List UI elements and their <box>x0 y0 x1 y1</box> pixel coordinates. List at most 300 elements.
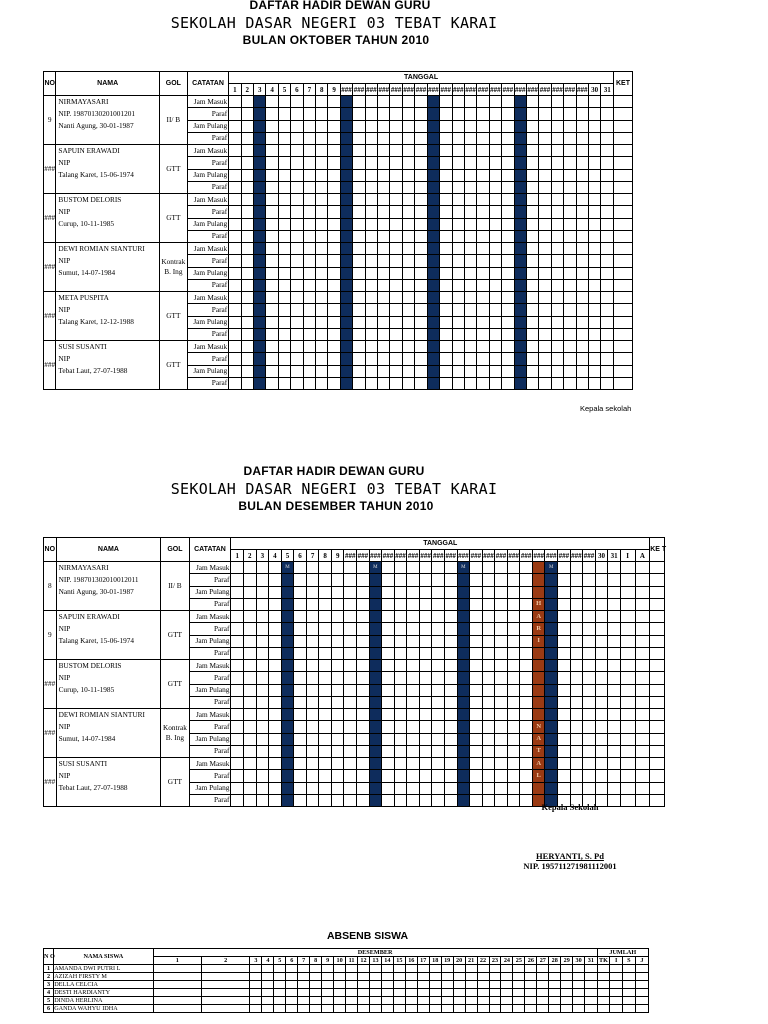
day-cell <box>319 733 332 745</box>
day-cell <box>561 989 573 997</box>
teacher-name-cell <box>56 194 159 243</box>
teacher-no: 8 <box>44 562 57 611</box>
day-cell <box>502 169 514 181</box>
day-cell <box>608 611 621 623</box>
day-header: ### <box>353 85 365 94</box>
day-cell <box>452 169 464 181</box>
catatan-cell: Jam Pulang <box>187 120 228 132</box>
day-cell <box>570 562 583 574</box>
day-cell <box>502 267 514 279</box>
day-cell <box>588 206 600 218</box>
teacher-info-line <box>59 647 161 659</box>
day-cell <box>344 758 357 770</box>
day-cell <box>520 745 533 757</box>
day-cell <box>382 696 395 708</box>
day-cell <box>583 562 596 574</box>
day-cell <box>291 341 303 353</box>
day-cell <box>514 304 526 316</box>
day-cell <box>394 709 407 721</box>
day-cell <box>334 1005 346 1013</box>
day-cell <box>394 586 407 598</box>
day-cell <box>369 586 382 598</box>
day-header: 5 <box>274 957 286 965</box>
day-cell <box>464 145 476 157</box>
day-header: 4 <box>266 84 278 96</box>
day-cell <box>608 660 621 672</box>
catatan-cell: Paraf <box>189 598 231 610</box>
day-cell <box>402 316 414 328</box>
day-cell <box>601 206 614 218</box>
day-cell <box>429 989 441 997</box>
day-cell <box>316 377 328 389</box>
student-no: 1 <box>44 965 54 973</box>
day-cell <box>513 989 525 997</box>
teacher-no: ### <box>44 660 57 709</box>
day-cell <box>269 684 282 696</box>
day-cell <box>231 696 244 708</box>
extra-cell <box>635 721 650 733</box>
day-cell <box>256 647 269 659</box>
day-cell <box>266 255 278 267</box>
day-cell <box>229 120 241 132</box>
day-cell: M <box>457 562 470 574</box>
day-cell <box>539 108 551 120</box>
day-cell <box>316 243 328 255</box>
day-cell <box>588 169 600 181</box>
extra-cell <box>635 758 650 770</box>
day-cell <box>393 981 405 989</box>
day-cell <box>502 292 514 304</box>
day-cell <box>340 145 352 157</box>
day-cell <box>202 965 250 973</box>
sheet2-attendance-table <box>43 537 665 807</box>
day-cell <box>525 1005 537 1013</box>
ket-cell <box>650 647 665 659</box>
day-cell <box>502 328 514 340</box>
student-no: 2 <box>44 973 54 981</box>
ket-cell <box>650 696 665 708</box>
day-cell <box>444 758 457 770</box>
day-cell <box>489 965 501 973</box>
day-cell <box>402 353 414 365</box>
day-cell <box>291 292 303 304</box>
day-cell <box>520 782 533 794</box>
day-cell <box>393 965 405 973</box>
day-header: ### <box>415 85 427 94</box>
day-cell <box>402 328 414 340</box>
day-cell <box>402 255 414 267</box>
day-cell <box>344 684 357 696</box>
day-cell <box>231 733 244 745</box>
day-cell <box>453 989 465 997</box>
catatan-cell: Paraf <box>189 745 231 757</box>
day-cell <box>229 206 241 218</box>
day-cell <box>243 562 256 574</box>
day-cell <box>328 194 340 206</box>
ket-cell <box>614 316 633 328</box>
day-cell <box>306 733 319 745</box>
day-cell <box>382 672 395 684</box>
day-header: 7 <box>303 84 315 96</box>
day-cell <box>444 598 457 610</box>
day-cell <box>444 684 457 696</box>
teacher-row <box>44 96 633 108</box>
day-cell <box>229 292 241 304</box>
day-cell <box>432 745 445 757</box>
day-cell <box>256 782 269 794</box>
day-cell <box>365 194 377 206</box>
day-cell <box>576 132 588 144</box>
day-cell <box>294 770 307 782</box>
day-cell <box>266 328 278 340</box>
day-cell <box>545 745 558 757</box>
day-cell <box>331 733 344 745</box>
day-cell <box>328 108 340 120</box>
day-cell <box>482 672 495 684</box>
day-cell <box>291 255 303 267</box>
day-cell: A <box>532 611 545 623</box>
day-cell <box>344 770 357 782</box>
day-cell <box>402 377 414 389</box>
day-header: 28 <box>549 957 561 965</box>
day-cell <box>432 586 445 598</box>
day-cell <box>394 794 407 806</box>
day-header: 3 <box>254 84 266 96</box>
day-cell <box>241 108 253 120</box>
day-cell <box>331 586 344 598</box>
day-cell <box>291 132 303 144</box>
teacher-info-line: DEWI ROMIAN SIANTURI <box>58 710 145 719</box>
day-cell <box>601 157 614 169</box>
day-cell <box>331 574 344 586</box>
day-cell <box>482 733 495 745</box>
day-cell <box>316 316 328 328</box>
day-cell <box>266 353 278 365</box>
day-cell <box>241 292 253 304</box>
day-cell <box>477 965 489 973</box>
day-cell <box>470 647 483 659</box>
day-cell <box>452 328 464 340</box>
day-cell <box>537 989 549 997</box>
day-cell <box>256 721 269 733</box>
day-cell <box>526 206 538 218</box>
day-cell <box>153 1005 201 1013</box>
day-cell <box>407 574 420 586</box>
day-cell <box>502 181 514 193</box>
day-header: ### <box>378 85 390 94</box>
day-cell <box>526 120 538 132</box>
day-cell <box>241 353 253 365</box>
day-cell <box>564 304 576 316</box>
day-cell <box>532 782 545 794</box>
day-cell <box>256 574 269 586</box>
day-cell <box>440 316 452 328</box>
day-cell <box>583 745 596 757</box>
extra-cell <box>635 696 650 708</box>
day-cell <box>427 145 439 157</box>
day-cell <box>551 341 563 353</box>
ket-cell <box>650 586 665 598</box>
day-cell <box>353 341 365 353</box>
teacher-no: ### <box>44 194 56 243</box>
day-cell <box>231 672 244 684</box>
day-cell <box>316 194 328 206</box>
day-cell <box>322 997 334 1005</box>
day-cell <box>564 377 576 389</box>
day-cell <box>526 96 538 108</box>
day-header: ### <box>458 551 469 560</box>
day-cell <box>570 611 583 623</box>
day-cell <box>306 660 319 672</box>
day-cell <box>316 132 328 144</box>
day-cell <box>269 745 282 757</box>
day-cell <box>573 965 585 973</box>
day-cell <box>202 1005 250 1013</box>
teacher-row <box>44 243 633 255</box>
day-header: 7 <box>298 957 310 965</box>
day-cell <box>601 132 614 144</box>
student-row <box>44 973 649 981</box>
day-cell <box>513 997 525 1005</box>
teacher-name-cell <box>56 96 159 145</box>
day-cell <box>407 623 420 635</box>
day-cell <box>583 598 596 610</box>
day-cell <box>502 353 514 365</box>
day-cell <box>432 733 445 745</box>
day-cell <box>353 304 365 316</box>
day-cell <box>254 279 266 291</box>
catatan-cell: Jam Pulang <box>187 169 228 181</box>
day-cell <box>489 108 501 120</box>
day-cell <box>477 973 489 981</box>
day-cell <box>382 709 395 721</box>
day-cell <box>353 218 365 230</box>
day-cell: A <box>532 758 545 770</box>
day-cell <box>340 292 352 304</box>
day-cell <box>365 132 377 144</box>
teacher-info-line: Tebat Laut, 27-07-1988 <box>58 366 128 375</box>
day-cell <box>241 120 253 132</box>
day-cell <box>381 973 393 981</box>
day-cell <box>588 353 600 365</box>
day-cell <box>365 157 377 169</box>
day-cell <box>495 782 508 794</box>
day-cell <box>415 304 427 316</box>
day-cell <box>369 672 382 684</box>
day-cell <box>427 243 439 255</box>
day-cell <box>415 206 427 218</box>
day-cell <box>558 709 571 721</box>
day-cell <box>551 206 563 218</box>
day-header: ### <box>428 85 439 94</box>
day-header: 12 <box>358 957 370 965</box>
day-cell <box>570 660 583 672</box>
day-cell <box>564 341 576 353</box>
day-cell <box>394 635 407 647</box>
day-cell <box>583 635 596 647</box>
day-cell <box>402 218 414 230</box>
day-cell <box>229 377 241 389</box>
day-header: 1 <box>229 84 241 96</box>
day-cell <box>495 635 508 647</box>
day-cell <box>482 598 495 610</box>
day-cell <box>415 377 427 389</box>
day-cell <box>532 709 545 721</box>
day-cell <box>502 230 514 242</box>
day-cell <box>551 316 563 328</box>
day-cell <box>415 181 427 193</box>
extra-cell <box>620 733 635 745</box>
day-cell <box>470 782 483 794</box>
teacher-no: ### <box>44 758 57 807</box>
extra-cell <box>635 672 650 684</box>
day-cell <box>549 1005 561 1013</box>
student-no: 4 <box>44 989 54 997</box>
day-cell <box>294 562 307 574</box>
day-cell <box>595 574 608 586</box>
day-cell <box>415 169 427 181</box>
day-cell <box>477 218 489 230</box>
day-cell <box>457 770 470 782</box>
day-cell <box>453 973 465 981</box>
day-cell <box>551 255 563 267</box>
day-cell <box>440 365 452 377</box>
catatan-cell: Paraf <box>187 353 228 365</box>
day-cell <box>545 758 558 770</box>
day-cell <box>243 696 256 708</box>
day-cell <box>576 255 588 267</box>
day-cell <box>231 709 244 721</box>
day-header: ### <box>533 551 544 560</box>
day-cell <box>319 635 332 647</box>
day-cell <box>601 96 614 108</box>
day-cell <box>278 157 290 169</box>
extra-cell <box>620 647 635 659</box>
day-header: 30 <box>595 550 608 562</box>
day-cell <box>564 96 576 108</box>
day-cell <box>576 243 588 255</box>
day-cell <box>243 758 256 770</box>
day-header: ### <box>508 551 519 560</box>
day-cell <box>489 267 501 279</box>
day-cell <box>465 973 477 981</box>
gol-line: GTT <box>167 679 182 688</box>
day-cell <box>243 672 256 684</box>
day-cell <box>452 255 464 267</box>
day-cell <box>394 721 407 733</box>
day-cell <box>405 965 417 973</box>
day-cell: R <box>532 623 545 635</box>
day-cell <box>278 304 290 316</box>
day-cell <box>357 635 370 647</box>
day-cell: M <box>545 562 558 574</box>
day-cell <box>394 696 407 708</box>
day-cell <box>482 745 495 757</box>
day-cell <box>266 108 278 120</box>
day-cell <box>394 562 407 574</box>
day-cell <box>545 598 558 610</box>
day-cell <box>303 169 315 181</box>
day-cell <box>576 328 588 340</box>
day-cell <box>507 782 520 794</box>
header-nama: NAMA <box>56 538 161 562</box>
day-cell <box>278 377 290 389</box>
day-cell <box>294 598 307 610</box>
day-cell <box>303 230 315 242</box>
day-cell <box>440 341 452 353</box>
day-cell <box>331 709 344 721</box>
day-cell <box>378 377 390 389</box>
extra-cell <box>620 574 635 586</box>
day-cell <box>525 997 537 1005</box>
day-cell <box>254 96 266 108</box>
day-cell: L <box>532 770 545 782</box>
day-header: ### <box>445 551 456 560</box>
day-cell <box>254 243 266 255</box>
day-cell <box>489 157 501 169</box>
day-cell <box>369 1005 381 1013</box>
teacher-no: ### <box>44 341 56 390</box>
day-cell <box>322 981 334 989</box>
day-header: 17 <box>417 957 429 965</box>
day-cell <box>390 230 402 242</box>
student-row <box>44 981 649 989</box>
day-cell <box>407 782 420 794</box>
day-cell <box>291 353 303 365</box>
day-cell <box>390 304 402 316</box>
catatan-cell: Jam Masuk <box>189 562 231 574</box>
catatan-cell: Paraf <box>187 108 228 120</box>
day-cell <box>470 721 483 733</box>
day-cell <box>514 169 526 181</box>
day-cell <box>465 989 477 997</box>
day-cell <box>415 279 427 291</box>
day-cell <box>452 132 464 144</box>
day-cell <box>576 316 588 328</box>
sheet1-title-main: DAFTAR HADIR DEWAN GURU <box>249 0 431 12</box>
day-cell <box>316 145 328 157</box>
day-cell <box>502 145 514 157</box>
teacher-gol <box>159 292 187 341</box>
day-cell <box>444 611 457 623</box>
catatan-cell: Jam Pulang <box>189 635 231 647</box>
day-cell <box>365 365 377 377</box>
day-cell <box>440 157 452 169</box>
day-cell <box>551 120 563 132</box>
day-cell <box>520 709 533 721</box>
day-cell <box>407 696 420 708</box>
day-cell <box>322 989 334 997</box>
day-cell <box>482 635 495 647</box>
teacher-name-cell <box>56 758 161 807</box>
day-header: 5 <box>281 550 294 562</box>
day-cell <box>419 647 432 659</box>
day-cell <box>573 973 585 981</box>
day-cell <box>576 279 588 291</box>
day-cell <box>303 353 315 365</box>
day-cell <box>346 989 358 997</box>
day-cell <box>564 181 576 193</box>
day-cell <box>357 660 370 672</box>
day-header: 30 <box>573 957 585 965</box>
day-cell <box>303 194 315 206</box>
day-cell <box>595 647 608 659</box>
day-cell <box>306 696 319 708</box>
teacher-row <box>44 145 633 157</box>
day-cell <box>608 782 621 794</box>
day-cell <box>537 981 549 989</box>
day-cell <box>539 96 551 108</box>
